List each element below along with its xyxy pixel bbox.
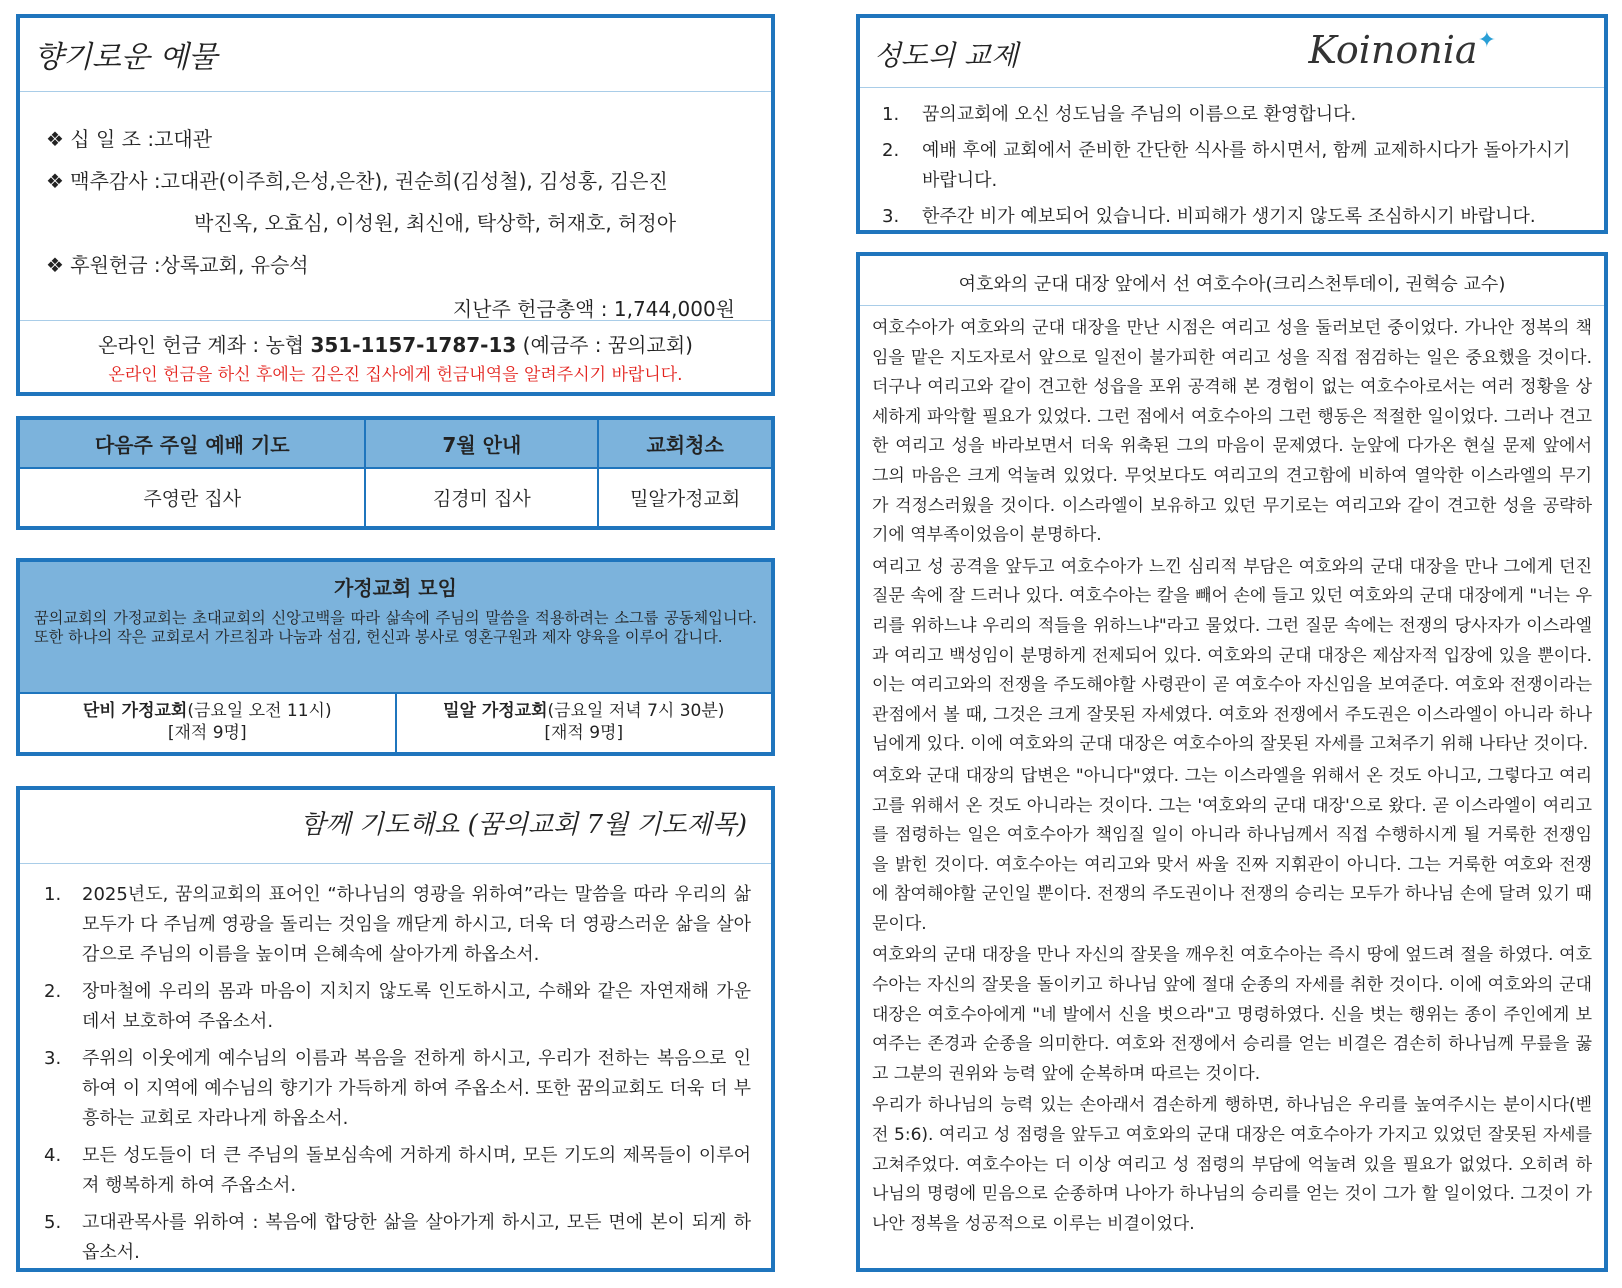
prayer-item [44,1044,751,1134]
prayer-item-number: 3. [44,1048,62,1069]
home-church-section [16,558,775,756]
article-body [860,306,1604,1239]
offering-title: 향기로운 예물 [20,18,771,92]
thanks-names-2: 박진옥, 오효심, 이성원, 최신애, 탁상학, 허재호, 허정아 [194,211,677,235]
duty-value-prayer: 주영란 집사 [20,468,365,526]
online-offering [20,320,771,385]
prayer-item-text: 장마철에 우리의 몸과 마음이 지치지 않도록 인도하시고, 수해와 같은 자연재해 가운데서 보호하여 주옵소서. [82,981,751,1032]
fellowship-item-number: 3. [882,206,900,227]
duty-header-prayer: 다음주 주일 예배 기도 [20,420,365,468]
prayer-item-number: 2. [44,981,62,1002]
online-account [20,329,771,358]
prayer-item [44,1208,751,1268]
group-milal [395,694,772,752]
prayer-item-number: 5. [44,1212,62,1233]
duty-table [20,420,771,526]
duty-value-guide: 김경미 집사 [365,468,598,526]
account-number: 351-1157-1787-13 [310,333,517,357]
fellowship-list [860,88,1604,232]
prayer-item-text: 2025년도, 꿈의교회의 표어인 “하나님의 영광을 위하여”라는 말씀을 따라 우리의 삶 모두가 다 주님께 영광을 돌리는 것임을 깨닫게 하시고, 더욱 더 영광스러운 삶을 살아감으로 주님의 이름을 높이며 은혜속에 살아가게 하옵소서. [82,884,751,965]
support-row [46,244,771,286]
fellowship-item [882,136,1588,196]
prayer-item [44,977,751,1037]
fellowship-section [856,14,1608,234]
fellowship-item-number: 2. [882,140,900,161]
group-time: (금요일 오전 11시) [187,701,332,721]
prayer-list [20,864,771,1268]
fellowship-item [882,100,1588,130]
duty-header-guide: 7월 안내 [365,420,598,468]
prayer-item-number: 4. [44,1145,62,1166]
home-church-description: 꿈의교회의 가정교회는 초대교회의 신앙고백을 따라 삶속에 주님의 말씀을 적용하려는 소그룹 공동체입니다. 또한 하나의 작은 교회로서 가르침과 나눔과 섬김, 헌신과 봉사로 영혼구원과 제자 양육을 이루어 갑니다. [34,609,757,646]
fellowship-item-text: 한주간 비가 예보되어 있습니다. 비피해가 생기지 않도록 조심하시기 바랍니다. [922,206,1536,227]
thanks-names-1: 고대관(이주희,은성,은찬), 권순희(김성철), 김성홍, 김은진 [160,169,668,193]
thanks-row [46,160,771,202]
fellowship-item-text: 예배 후에 교회에서 준비한 간단한 식사를 하시면서, 함께 교제하시다가 돌아가시기 바랍니다. [922,140,1571,191]
fellowship-item-number: 1. [882,104,900,125]
group-count: [재적 9명] [544,723,624,743]
fellowship-item-text: 꿈의교회에 오신 성도님을 주님의 이름으로 환영합니다. [922,104,1357,125]
group-name: 밀알 가정교회 [443,701,548,721]
support-names: 상록교회, 유승석 [160,253,309,277]
offering-total: 지난주 헌금총액 : 1,744,000원 [452,297,735,321]
online-prefix: 온라인 헌금 계좌 : 농협 [98,333,311,357]
duty-table-section [16,416,775,530]
article-paragraph: 여호와 군대 대장의 답변은 "아니다"였다. 그는 이스라엘을 위해서 온 것도 아니고, 그렇다고 여리고를 위해서 온 것도 아니라는 것이다. 그는 '여호와의 군대 대장'으로 왔다. 곧 이스라엘이 여리고를 점령하는 일은 여호수아가 책임질 일이 아니라 하나님께서 직접 수행하시게 될 거룩한 전쟁임을 밝힌 것이다. 여호수아는 여리고와 맞서 싸울 진짜 지휘관이 아니다. 그는 거룩한 여호와 전쟁에 참여해야할 군인일 뿐이다. 전쟁의 주도권이나 전쟁의 승리는 모두가 하나님 손에 달려 있기 때문이다. [872,765,1592,934]
prayer-item [44,880,751,970]
prayer-item-text: 모든 성도들이 더 큰 주님의 돌보심속에 거하게 하시며, 모든 기도의 제목들이 이루어져 행복하게 하여 주옵소서. [82,1145,751,1196]
thanks-label: ❖ 맥추감사 : [46,169,161,193]
koinonia-logo-text: Koinonia [1308,28,1478,72]
group-count: [재적 9명] [167,723,247,743]
article-paragraph: 우리가 하나님의 능력 있는 손아래서 겸손하게 행하면, 하나님은 우리를 높여주시는 분이시다(벧전 5:6). 여리고 성 점령을 앞두고 여호와의 군대 대장은 여호수아가 가지고 있었던 잘못된 자세를 고쳐주었다. 여호수아는 더 이상 여리고 성 점령의 부담에 억눌려 있을 필요가 없었다. 오히려 하나님의 명령에 믿음으로 순종하며 나아가 하나님의 승리를 얻는 것이 그가 할 일이었다. 그것이 가나안 정복을 성공적으로 이루는 비결이었다. [872,1095,1592,1234]
home-church-title: 가정교회 모임 [334,576,457,600]
article-paragraph: 여리고 성 공격을 앞두고 여호수아가 느낀 심리적 부담은 여호와의 군대 대장을 만나 그에게 던진 질문 속에 잘 드러나 있다. 여호수아는 칼을 빼어 손에 들고 있던 여호와의 군대 대장에게 "너는 우리를 위하느냐 우리의 적들을 위하느냐"라고 물었다. 그런 질문 속에는 전쟁의 당사자가 이스라엘과 여리고 백성임이 분명하게 전제되어 있다. 여호와의 군대 대장은 제삼자적 입장에 있을 뿐이다. 이는 여리고와의 전쟁을 주도해야할 사령관이 곧 여호수아 자신임을 보여준다. 여호와 전쟁이라는 관점에서 볼 때, 그것은 크게 잘못된 자세였다. 여호와 전쟁에서 주도권은 이스라엘이 아니라 하나님에게 있다. 이에 여호와의 군대 대장은 여호수아의 잘못된 자세를 고쳐주기 위해 나타난 것이다. [872,556,1592,755]
tithe-label: ❖ 십 일 조 : [46,127,155,151]
home-church-header [20,562,771,692]
tithe-names: 고대관 [154,127,213,151]
article-paragraph: 여호와의 군대 대장을 만나 자신의 잘못을 깨우친 여호수아는 즉시 땅에 엎드려 절을 하였다. 여호수아는 자신의 잘못을 돌이키고 하나님 앞에 절대 순종의 자세를 취한 것이다. 이에 여호와의 군대 대장은 여호수아에게 "네 발에서 신을 벗으라"고 명령하였다. 신을 벗는 행위는 종이 주인에게 보여주는 존경과 순종을 의미한다. 여호와 전쟁에서 승리를 얻는 비결은 겸손히 하나님께 무릎을 꿇고 그분의 권위와 능력 앞에 순복하며 따르는 것이다. [872,945,1592,1084]
group-time: (금요일 저녁 7시 30분) [547,701,725,721]
prayer-item-number: 1. [44,884,62,905]
fellowship-title: 성도의 교제 [874,39,1019,72]
fellowship-item [882,202,1588,232]
offering-section [16,14,775,396]
offering-list [20,92,771,330]
online-note: 온라인 헌금을 하신 후에는 김은진 집사에게 헌금내역을 알려주시기 바랍니다. [108,365,683,385]
online-suffix: (예금주 : 꿈의교회) [516,333,693,357]
tithe-row [46,118,771,160]
sparkle-icon: ✦ [1477,28,1496,53]
prayer-item [44,1141,751,1201]
article-title: 여호와의 군대 대장 앞에서 선 여호수아(크리스천투데이, 권혁승 교수) [860,256,1604,306]
prayer-title: 함께 기도해요 (꿈의교회 7월 기도제목) [20,790,771,864]
article-paragraph: 여호수아가 여호와의 군대 대장을 만난 시점은 여리고 성을 둘러보던 중이었다. 가나안 정복의 책임을 맡은 지도자로서 앞으로 일전이 불가피한 여리고 성을 직접 점검하는 일은 중요했을 것이다. 더구나 여리고와 같이 견고한 성읍을 포위 공격해 본 경험이 없는 여호수아로서는 여러 정황을 상세하게 파악할 필요가 있었다. 그런 점에서 여호수아의 그런 행동은 적절한 일이었다. 그러나 견고한 여리고 성을 바라보면서 더욱 위축된 그의 마음이 문제였다. 눈앞에 다가온 현실 문제 앞에서 그의 마음은 크게 억눌려 있었다. 무엇보다도 여리고의 견고함에 비하여 열악한 이스라엘의 무기가 걱정스러웠을 것이다. 이스라엘이 보유하고 있던 무기로는 여리고와 같이 견고한 성을 공략하기에 역부족이었음이 분명하다. [872,318,1592,546]
koinonia-logo [1309,28,1496,72]
prayer-section [16,786,775,1272]
home-church-groups [20,692,771,752]
support-label: ❖ 후원헌금 : [46,253,161,277]
prayer-item-text: 주위의 이웃에게 예수님의 이름과 복음을 전하게 하시고, 우리가 전하는 복음으로 인하여 이 지역에 예수님의 향기가 가득하게 하여 주옵소서. 또한 꿈의교회도 더욱 더 부흥하는 교회로 자라나게 하옵소서. [82,1048,751,1129]
group-danbi [20,694,395,752]
prayer-item-text: 고대관목사를 위하여 : 복음에 합당한 삶을 살아가게 하시고, 모든 면에 본이 되게 하옵소서. [82,1212,751,1263]
duty-value-cleaning: 밀알가정교회 [630,488,741,510]
article-section [856,252,1608,1272]
duty-header-cleaning: 교회청소 [598,420,771,468]
group-name: 단비 가정교회 [82,701,188,721]
fellowship-header [860,18,1604,88]
